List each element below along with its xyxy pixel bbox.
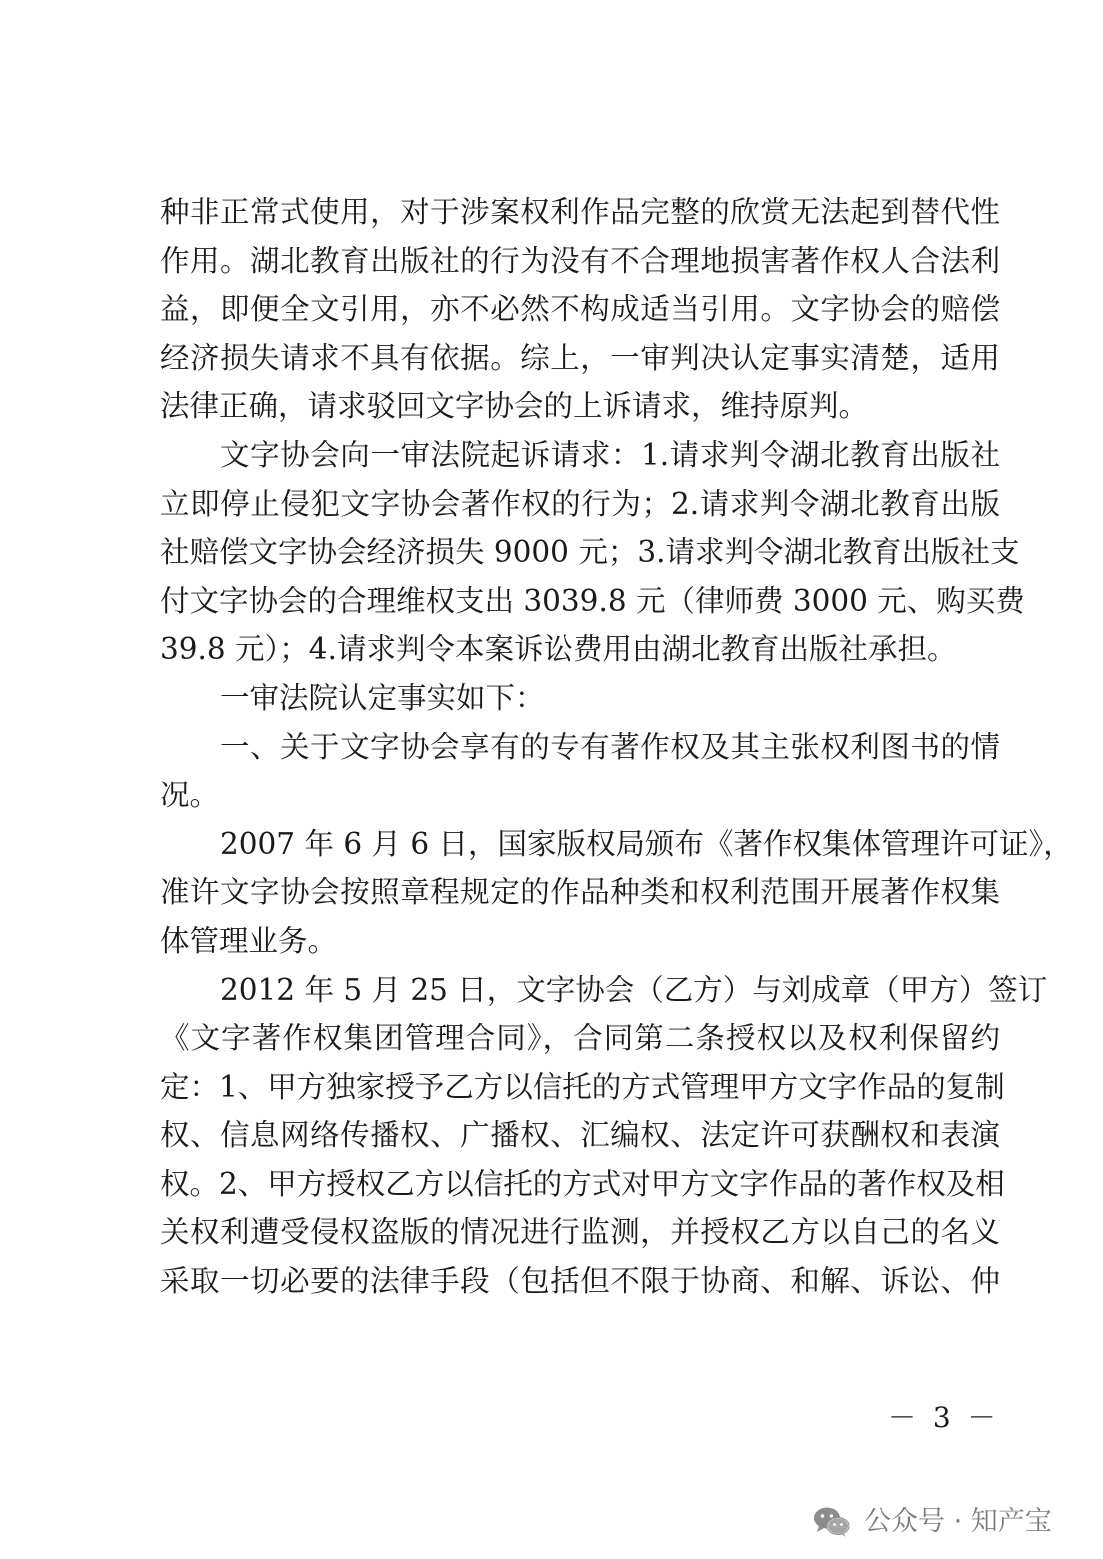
text-line: 权。2、甲方授权乙方以信托的方式对甲方文字作品的著作权及相 bbox=[160, 1166, 1005, 1201]
text-line: 法律正确，请求驳回文字协会的上诉请求，维持原判。 bbox=[160, 389, 869, 424]
watermark-text: 公众号 · 知产宝 bbox=[864, 1506, 1052, 1537]
text-line: 社赔偿文字协会经济损失 9000 元；3.请求判令湖北教育出版社支 bbox=[160, 535, 1020, 570]
text-line: 2007 年 6 月 6 日，国家版权局颁布《著作权集体管理许可证》， bbox=[220, 826, 1073, 861]
text-line: 种非正常式使用，对于涉案权利作品完整的欣赏无法起到替代性 bbox=[160, 195, 1000, 229]
wechat-icon bbox=[812, 1505, 852, 1539]
document-body bbox=[160, 188, 1073, 1306]
text-line: 文字协会向一审法院起诉请求：1.请求判令湖北教育出版社 bbox=[220, 437, 1000, 472]
text-line: 益，即便全文引用，亦不必然不构成适当引用。文字协会的赔偿 bbox=[160, 292, 1000, 327]
text-line: 定：1、甲方独家授予乙方以信托的方式管理甲方文字作品的复制 bbox=[160, 1069, 1005, 1104]
text-line: 《文字著作权集团管理合同》，合同第二条授权以及权利保留约 bbox=[160, 1021, 1000, 1056]
text-line: 采取一切必要的法律手段（包括但不限于协商、和解、诉讼、仲 bbox=[160, 1264, 1000, 1299]
text-line: 一审法院认定事实如下： bbox=[220, 680, 545, 715]
text-line: 体管理业务。 bbox=[160, 923, 338, 958]
text-line: 权、信息网络传播权、广播权、汇编权、法定许可获酬权和表演 bbox=[160, 1118, 1000, 1153]
text-line: 2012 年 5 月 25 日，文字协会（乙方）与刘成章（甲方）签订 bbox=[220, 972, 1048, 1007]
text-line: 立即停止侵犯文字协会著作权的行为；2.请求判令湖北教育出版 bbox=[160, 486, 1000, 521]
watermark bbox=[812, 1500, 1052, 1544]
text-line: 准许文字协会按照章程规定的作品种类和权利范围开展著作权集 bbox=[160, 875, 1000, 910]
text-line: 一、关于文字协会享有的专有著作权及其主张权利图书的情 bbox=[220, 729, 1000, 764]
text-line: 作用。湖北教育出版社的行为没有不合理地损害著作权人合法利 bbox=[160, 243, 1000, 278]
text-line: 况。 bbox=[160, 778, 220, 813]
text-line: 关权利遭受侵权盗版的情况进行监测，并授权乙方以自己的名义 bbox=[160, 1215, 1000, 1250]
text-line: 39.8 元）；4.请求判令本案诉讼费用由湖北教育出版社承担。 bbox=[160, 632, 957, 667]
text-line: 经济损失请求不具有依据。综上，一审判决认定事实清楚，适用 bbox=[160, 340, 1000, 375]
page-number: － 3 － bbox=[888, 1401, 1000, 1434]
text-line: 付文字协会的合理维权支出 3039.8 元（律师费 3000 元、购买费 bbox=[160, 583, 1025, 618]
